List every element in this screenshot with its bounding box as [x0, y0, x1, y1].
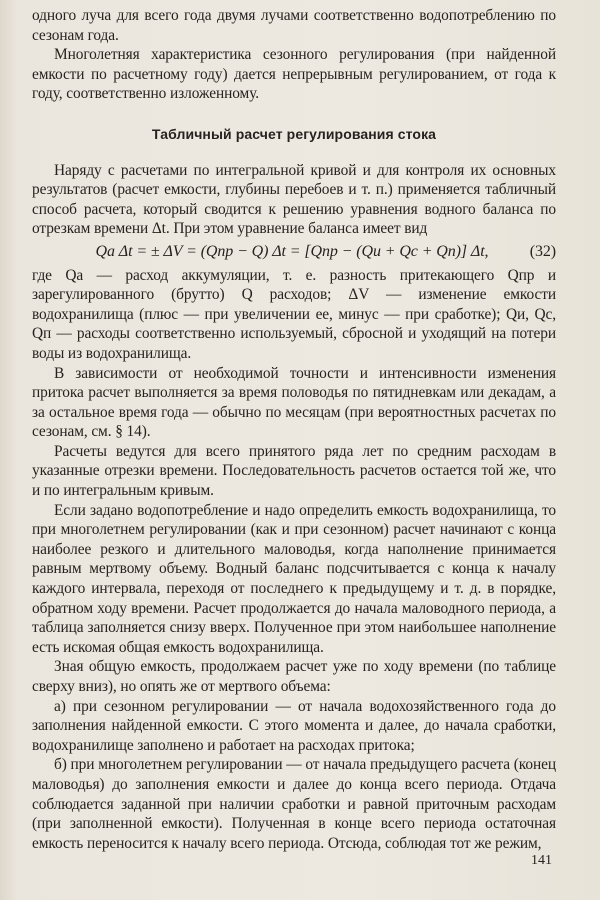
paragraph-symbol-definitions: где Qa — расход аккумуляции, т. е. разность притекающего Qпр и зарегулированного (брутто) Q расходов; ΔV — изменение емкости водохранилища (плюс — при увеличении ее, минус — при сработке); Qи, Qс, Qп — расходы соответственно используемый, сбросной и уходящий на потери воды из водохранилища.: [32, 266, 556, 362]
section-heading: Табличный расчет регулирования стока: [151, 125, 437, 142]
paragraph-mean-flows: Расчеты ведутся для всего принятого ряда лет по средним расходам в указанные отрезки времени. Последовательность расчетов остается той же, что и по интегральным кривым.: [32, 442, 556, 500]
page-number: 141: [531, 853, 552, 868]
equation-32: [32, 242, 556, 262]
page-body: [32, 6, 556, 853]
paragraph-capacity-determination: Если задано водопотребление и надо определить емкость водохранилища, то при многолетнем регулировании (как и при сезонном) расчет начинают с конца наиболее резкого и длительного маловодья, когда наполнение принимается равным мертвому объему. Водный баланс подсчитывается с конца к началу каждого интервала, переходя от последнего к предыдущему и т. д. в порядке, обратном ходу времени. Расчет продолжается до начала маловодного периода, а таблица заполняется снизу вверх. Полученное при этом наибольшее наполнение есть искомая общая емкость водохранилища.: [32, 501, 556, 656]
paragraph-continuation: одного луча для всего года двумя лучами соответственно водопотреблению по сезонам года.: [32, 7, 556, 44]
equation-formula: Qa Δt = ± ΔV = (Qпр − Q) Δt = [Qпр − (Qи + Qс + Qп)] Δt,: [95, 242, 489, 260]
paragraph-seasonal-characteristic: Многолетняя характеристика сезонного регулирования (при найденной емкости по расчетному году) дается непрерывным регулированием, от года к году, соответственно изложенному.: [32, 46, 556, 103]
paragraph-table-method: Наряду с расчетами по интегральной кривой и для контроля их основных результатов (расчет емкости, глубины перебоев и т. п.) применяется табличный способ расчета, который сводится к решению уравнения водного баланса по отрезкам времени Δt. При этом уравнение баланса имеет вид: [32, 161, 556, 238]
paragraph-item-a: а) при сезонном регулировании — от начала водохозяйственного года до заполнения найденной емкости. С этого момента и далее, до начала сработки, водохранилище заполнено и работает на расходах притока;: [32, 697, 556, 754]
paragraph-continue-calculation: Зная общую емкость, продолжаем расчет уже по ходу времени (по таблице сверху вниз), но опять же от мертвого объема:: [32, 658, 556, 695]
paragraph-accuracy: В зависимости от необходимой точности и интенсивности изменения притока расчет выполняется за время половодья по пятидневкам или декадам, а за остальное время года — обычно по месяцам (при вероятностных расчетах по сезонам, см. § 14).: [32, 364, 556, 441]
paragraph-item-b: б) при многолетнем регулировании — от начала предыдущего расчета (конец маловодья) до заполнения емкости и далее до конца всего периода. Отдача соблюдается заданной при наличии сработки и равной приточным расходам (при заполненной емкости). Полученная в конце всего периода остаточная емкость переносится к началу всего периода. Отсюда, соблюдая тот же режим,: [32, 756, 556, 852]
equation-number: (32): [529, 242, 556, 260]
